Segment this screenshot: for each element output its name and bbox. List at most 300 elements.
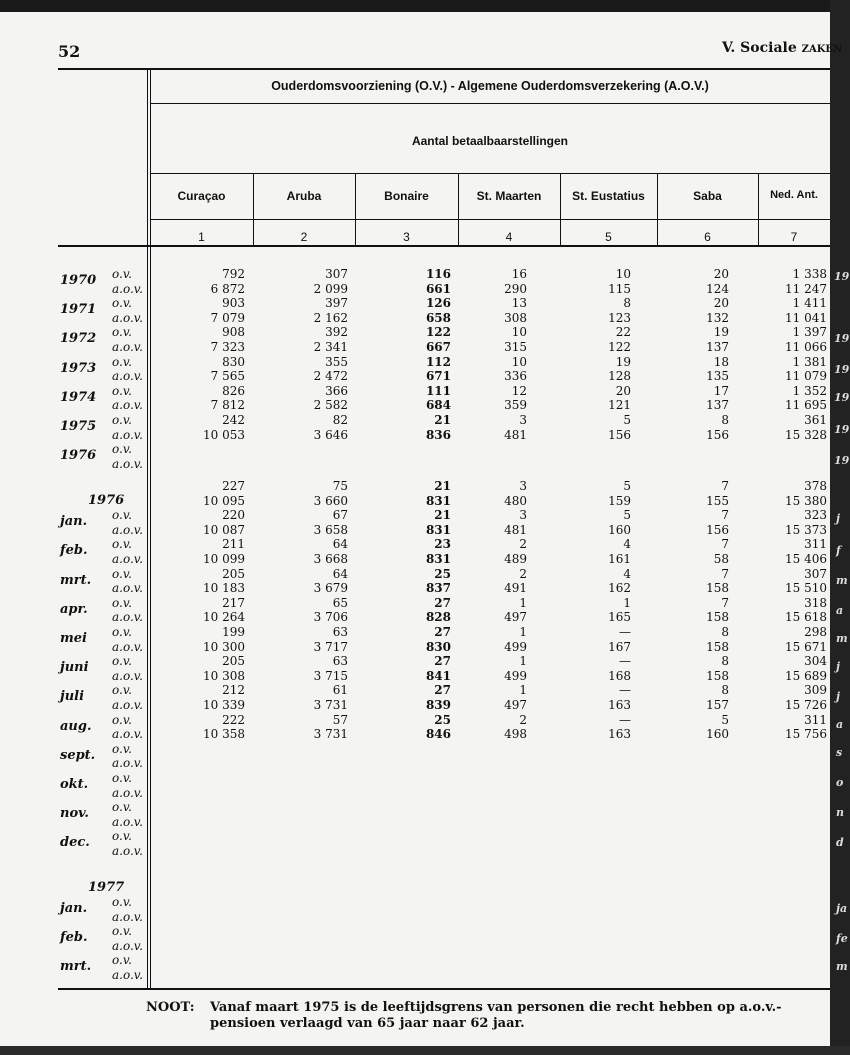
table-cell: 160 [706,727,729,742]
table-cell: 3 706 [313,610,348,625]
year-label: 1976 [60,448,97,464]
row-type-ov: o.v. [112,800,132,815]
table-cell: 1 381 [792,354,827,369]
edge-fragment-number: 19 [834,332,850,345]
table-cell: — [619,654,631,669]
edge-fragment-letter: a [836,718,844,731]
row-type-aov: a.o.v. [112,938,143,953]
table-cell: 311 [804,537,827,552]
table-cell: 6 872 [210,281,245,296]
table-cell: 826 [222,383,245,398]
edge-fragment-letter: j [836,660,840,673]
row-type-aov: a.o.v. [112,281,143,296]
row-type-ov: o.v. [112,625,132,639]
table-cell: 124 [706,281,729,296]
table-cell: 10 087 [203,522,245,537]
table-cell: 158 [706,639,729,654]
row-type-ov: o.v. [112,829,132,844]
table-cell: 10 358 [203,727,245,742]
row-type-aov: a.o.v. [112,668,143,683]
table-cell: 158 [706,668,729,683]
row-type-ov: o.v. [112,383,132,398]
row-type-ov: o.v. [112,413,132,427]
table-cell: 163 [608,727,631,742]
table-cell: 3 731 [313,727,348,742]
col-header-st-eustatius: St. Eustatius [572,189,645,203]
row-type-ov: o.v. [112,712,132,727]
table-cell: 10 099 [203,552,245,566]
year-label: 1973 [60,360,97,376]
table-cell: 359 [504,398,527,413]
table-cell: 323 [804,508,827,523]
table-cell: 497 [504,698,527,712]
table-cell: 491 [504,581,527,596]
table-cell: 10 264 [203,610,245,625]
row-type-ov: o.v. [112,595,132,610]
row-type-ov: o.v. [112,683,132,698]
table-cell: 12 [511,383,527,398]
table-cell: 10 339 [203,698,245,712]
row-type-aov: a.o.v. [112,581,143,596]
header-bottom-rule [58,245,830,247]
table-cell: 2 472 [313,369,348,384]
row-type-aov: a.o.v. [112,756,143,771]
table-cell: 121 [608,398,631,413]
table-cell: 309 [804,683,827,698]
edge-fragment-letter: o [836,776,844,789]
table-cell: 199 [222,625,245,639]
table-cell: 137 [706,398,729,413]
row-type-aov: a.o.v. [112,909,143,924]
scan-right-edge [830,0,850,1055]
table-cell: 15 756 [785,727,827,742]
col-header-ned-ant: Ned. Ant. [770,189,818,201]
table-cell: 908 [222,325,245,340]
year-label: 1972 [60,331,97,347]
table-cell: 15 380 [785,493,827,508]
month-label: juni [60,660,89,676]
table-cell: 5 [721,712,729,727]
month-label: aug. [60,718,92,734]
table-top-rule [58,68,830,70]
table-cell: 8 [721,683,729,698]
table-cell: 205 [222,566,245,581]
row-type-ov: o.v. [112,741,132,756]
table-cell: 497 [504,610,527,625]
table-cell: 5 [623,508,631,523]
footnote-label: NOOT: [146,1000,195,1015]
table-cell: 1 411 [792,296,827,311]
table-bottom-rule [58,988,830,990]
row-type-ov: o.v. [112,953,132,968]
col-header-bonaire: Bonaire [384,189,429,203]
table-cell: 156 [706,522,729,537]
table-cell: 1 397 [792,325,827,340]
table-cell: 155 [706,493,729,508]
table-cell: 2 [519,712,527,727]
table-cell: 831 [425,522,451,537]
table-cell: 168 [608,668,631,683]
table-cell: 82 [332,413,348,427]
table-cell: 7 323 [210,340,245,354]
table-cell: 57 [332,712,348,727]
table-cell: 3 679 [313,581,348,596]
row-type-aov: a.o.v. [112,785,143,800]
table-cell: 298 [804,625,827,639]
row-type-aov: a.o.v. [112,639,143,654]
table-cell: 4 [623,566,631,581]
edge-fragment-letter: a [836,604,844,617]
table-cell: 8 [623,296,631,311]
col-header-curacao: Curaçao [177,189,226,203]
table-cell: 205 [222,654,245,669]
table-cell: 7 [721,566,729,581]
edge-fragment-number: 19 [834,363,850,376]
table-cell: 16 [511,267,527,281]
table-cell: 336 [504,369,527,384]
table-cell: 3 658 [313,522,348,537]
scan-top-band [0,0,850,12]
table-cell: 366 [325,383,348,398]
table-cell: 397 [325,296,348,311]
table-cell: 128 [608,369,631,384]
table-cell: 165 [608,610,631,625]
month-label-1977: jan. [60,901,88,916]
row-type-aov: a.o.v. [112,610,143,625]
table-cell: 15 328 [785,427,827,442]
table-cell: 8 [721,413,729,427]
table-cell: 11 247 [785,281,827,296]
table-cell: 311 [804,712,827,727]
table-cell: 828 [425,610,451,625]
year-label: 1974 [60,389,97,405]
year-label: 1971 [60,302,97,318]
col-number-2: 2 [300,230,308,244]
table-cell: 20 [615,383,631,398]
page-number: 52 [58,42,81,61]
table-cell: 11 066 [785,340,827,354]
edge-fragment-letter: d [836,836,844,849]
table-cell: 212 [222,683,245,698]
table-cell: 18 [713,354,729,369]
table-cell: 123 [608,310,631,325]
edge-fragment-letter: j [836,512,840,525]
row-type-ov: o.v. [112,325,132,340]
table-cell: 3 [519,479,527,493]
table-cell: 3 [519,508,527,523]
sub-year-label-1977: 1977 [88,880,125,895]
table-cell: 903 [222,296,245,311]
header-col-rule [150,219,830,220]
table-cell: 15 689 [785,668,827,683]
table-cell: 830 [222,354,245,369]
row-type-ov: o.v. [112,442,132,457]
table-cell: 7 079 [210,310,245,325]
table-cell: 361 [804,413,827,427]
table-cell: 122 [425,325,451,340]
row-type-aov: a.o.v. [112,727,143,742]
table-cell: 21 [434,413,451,427]
table-cell: 378 [804,479,827,493]
footnote-text-2: pensioen verlaagd van 65 jaar naar 62 jaar. [210,1016,525,1031]
table-cell: 15 406 [785,552,827,566]
table-cell: 498 [504,727,527,742]
table-cell: 3 668 [313,552,348,566]
table-cell: 3 731 [313,698,348,712]
table-cell: 10 308 [203,668,245,683]
table-cell: 15 510 [785,581,827,596]
table-cell: 315 [504,340,527,354]
edge-fragment-letter: s [836,746,843,759]
table-cell: 1 [519,654,527,669]
row-type-ov: o.v. [112,296,132,311]
table-cell: 22 [615,325,631,340]
sub-year-label: 1976 [88,493,125,508]
table-cell: 15 671 [785,639,827,654]
table-cell: 13 [511,296,527,311]
month-label: juli [60,689,85,705]
row-type-aov: a.o.v. [112,310,143,325]
table-cell: 2 162 [313,310,348,325]
edge-fragment-letter: m [836,632,848,645]
table-cell: 836 [425,427,451,442]
table-cell: 792 [222,267,245,281]
row-type-aov: a.o.v. [112,456,143,471]
header-sub: Aantal betaalbaarstellingen [411,134,569,148]
table-cell: 112 [425,354,451,369]
table-cell: 2 099 [313,281,348,296]
footnote [146,1000,782,1032]
row-type-ov: o.v. [112,771,132,785]
table-cell: 2 [519,537,527,552]
table-cell: 10 [511,325,527,340]
table-cell: 1 [623,595,631,610]
month-label: okt. [60,777,89,792]
table-cell: 1 [519,683,527,698]
row-type-aov: a.o.v. [112,369,143,384]
table-cell: 671 [425,369,451,384]
table-cell: 64 [332,537,348,552]
header-main-rule [150,103,830,104]
table-cell: 25 [434,566,451,581]
table-cell: 63 [332,654,348,669]
table-cell: 27 [434,625,451,639]
table-cell: 489 [504,552,527,566]
table-cell: 20 [713,296,729,311]
table-cell: 499 [504,639,527,654]
edge-fragment-number: 19 [834,454,850,467]
table-cell: 64 [332,566,348,581]
month-label: mei [60,631,87,646]
table-cell: 15 618 [785,610,827,625]
chapter-title-tail: ZAKEN [801,44,843,55]
table-cell: 1 338 [792,267,827,281]
row-type-ov: o.v. [112,895,132,909]
table-cell: 21 [434,508,451,523]
table-cell: 160 [608,522,631,537]
table-cell: 3 660 [313,493,348,508]
edge-fragment-letter: fe [836,932,848,945]
table-cell: 10 300 [203,639,245,654]
table-cell: 162 [608,581,631,596]
scan-bottom-band [0,1046,850,1055]
table-cell: 8 [721,625,729,639]
edge-fragment-letter: ja [836,902,848,915]
table-cell: 831 [425,552,451,566]
table-cell: 63 [332,625,348,639]
col-header-saba: Saba [693,189,722,203]
table-cell: 658 [425,310,451,325]
table-cell: 1 352 [792,383,827,398]
month-label: sept. [60,747,96,763]
table-cell: 10 [615,267,631,281]
table-cell: 5 [623,413,631,427]
row-type-ov: o.v. [112,566,132,581]
table-cell: 392 [325,325,348,340]
header-main: Ouderdomsvoorziening (O.V.) - Algemene Ouderdomsverzekering (A.O.V.) [271,79,709,93]
table-cell: 304 [804,654,827,669]
table-cell: 839 [425,698,451,712]
table-cell: 23 [434,537,451,552]
table-cell: 220 [222,508,245,523]
row-type-ov: o.v. [112,654,132,669]
table-cell: 227 [222,479,245,493]
table-cell: 135 [706,369,729,384]
row-type-ov: o.v. [112,924,132,939]
table-cell: 7 [721,595,729,610]
table-cell: 10 095 [203,493,245,508]
month-label: jan. [60,514,88,530]
month-label: nov. [60,806,89,822]
table-cell: 499 [504,668,527,683]
table-cell: 115 [608,281,631,296]
table-cell: 27 [434,595,451,610]
year-label: 1970 [60,273,97,288]
table-cell: 290 [504,281,527,296]
table-cell: 2 [519,566,527,581]
footnote-line-1 [146,1000,782,1016]
table-cell: 8 [721,654,729,669]
table-cell: 10 [511,354,527,369]
table-cell: 307 [325,267,348,281]
edge-fragment-letter: n [836,806,844,819]
table-cell: 846 [425,727,451,742]
table-cell: 161 [608,552,631,566]
col-header-aruba: Aruba [286,189,322,203]
table-cell: 3 [519,413,527,427]
table-cell: 242 [222,413,245,427]
row-type-aov: a.o.v. [112,398,143,413]
table-cell: 75 [332,479,348,493]
table-cell: 126 [425,296,451,311]
table-cell: 156 [706,427,729,442]
row-type-ov: o.v. [112,267,132,281]
header-sub-rule [150,173,830,174]
table-cell: 3 717 [313,639,348,654]
row-type-ov: o.v. [112,537,132,552]
table-cell: 159 [608,493,631,508]
table-cell: 480 [504,493,527,508]
table-cell: 11 079 [785,369,827,384]
table-cell: 58 [713,552,729,566]
table-cell: 163 [608,698,631,712]
table-cell: 211 [222,537,245,552]
chapter-title [722,40,842,56]
table-cell: 122 [608,340,631,354]
table-cell: 15 726 [785,698,827,712]
table-cell: 661 [425,281,451,296]
table-cell: 481 [504,427,527,442]
row-type-aov: a.o.v. [112,340,143,354]
table-cell: 17 [713,383,729,398]
col-header-st-maarten: St. Maarten [476,189,542,203]
table-cell: 7 [721,508,729,523]
table-cell: 4 [623,537,631,552]
table-cell: 222 [222,712,245,727]
row-type-aov: a.o.v. [112,968,143,982]
table-cell: 481 [504,522,527,537]
table-cell: 11 695 [785,398,827,413]
table-cell: 831 [425,493,451,508]
table-cell: 11 041 [785,310,827,325]
edge-fragment-letter: j [836,690,840,703]
month-label: dec. [60,835,90,851]
table-cell: 21 [434,479,451,493]
table-cell: 308 [504,310,527,325]
table-cell: 355 [325,354,348,369]
table-cell: 111 [425,383,451,398]
month-label-1977: feb. [60,930,88,946]
month-label: mrt. [60,572,92,588]
table-cell: 7 [721,479,729,493]
row-type-ov: o.v. [112,354,132,369]
col-number-5: 5 [605,230,612,244]
edge-fragment-letter: f [836,544,841,557]
table-cell: 19 [713,325,729,340]
col-number-6: 6 [704,230,711,244]
row-type-aov: a.o.v. [112,427,143,442]
table-cell: 167 [608,639,631,654]
table-cell: 667 [425,340,451,354]
edge-fragment-number: 19 [834,391,850,404]
table-cell: 307 [804,566,827,581]
edge-fragment-letter: m [836,960,848,973]
edge-fragment-number: 19 [834,423,850,436]
table-cell: 67 [332,508,348,523]
table-cell: 7 565 [210,369,245,384]
row-type-aov: a.o.v. [112,698,143,712]
table-cell: 7 812 [210,398,245,413]
table-cell: 5 [623,479,631,493]
table-cell: 27 [434,683,451,698]
table-cell: 137 [706,340,729,354]
col-number-7: 7 [790,230,798,244]
year-label: 1975 [60,419,97,434]
table-cell: 318 [804,595,827,610]
table-cell: 65 [332,595,348,610]
col-number-4: 4 [505,230,513,244]
table-cell: 132 [706,310,729,325]
table-cell: 1 [519,625,527,639]
table-cell: 157 [706,698,729,712]
table-cell: 7 [721,537,729,552]
table-cell: 2 341 [313,340,348,354]
table-cell: 830 [425,639,451,654]
month-label: feb. [60,543,88,559]
table-cell: 15 373 [785,522,827,537]
table-cell: 3 715 [313,668,348,683]
table-cell: 837 [425,581,451,596]
